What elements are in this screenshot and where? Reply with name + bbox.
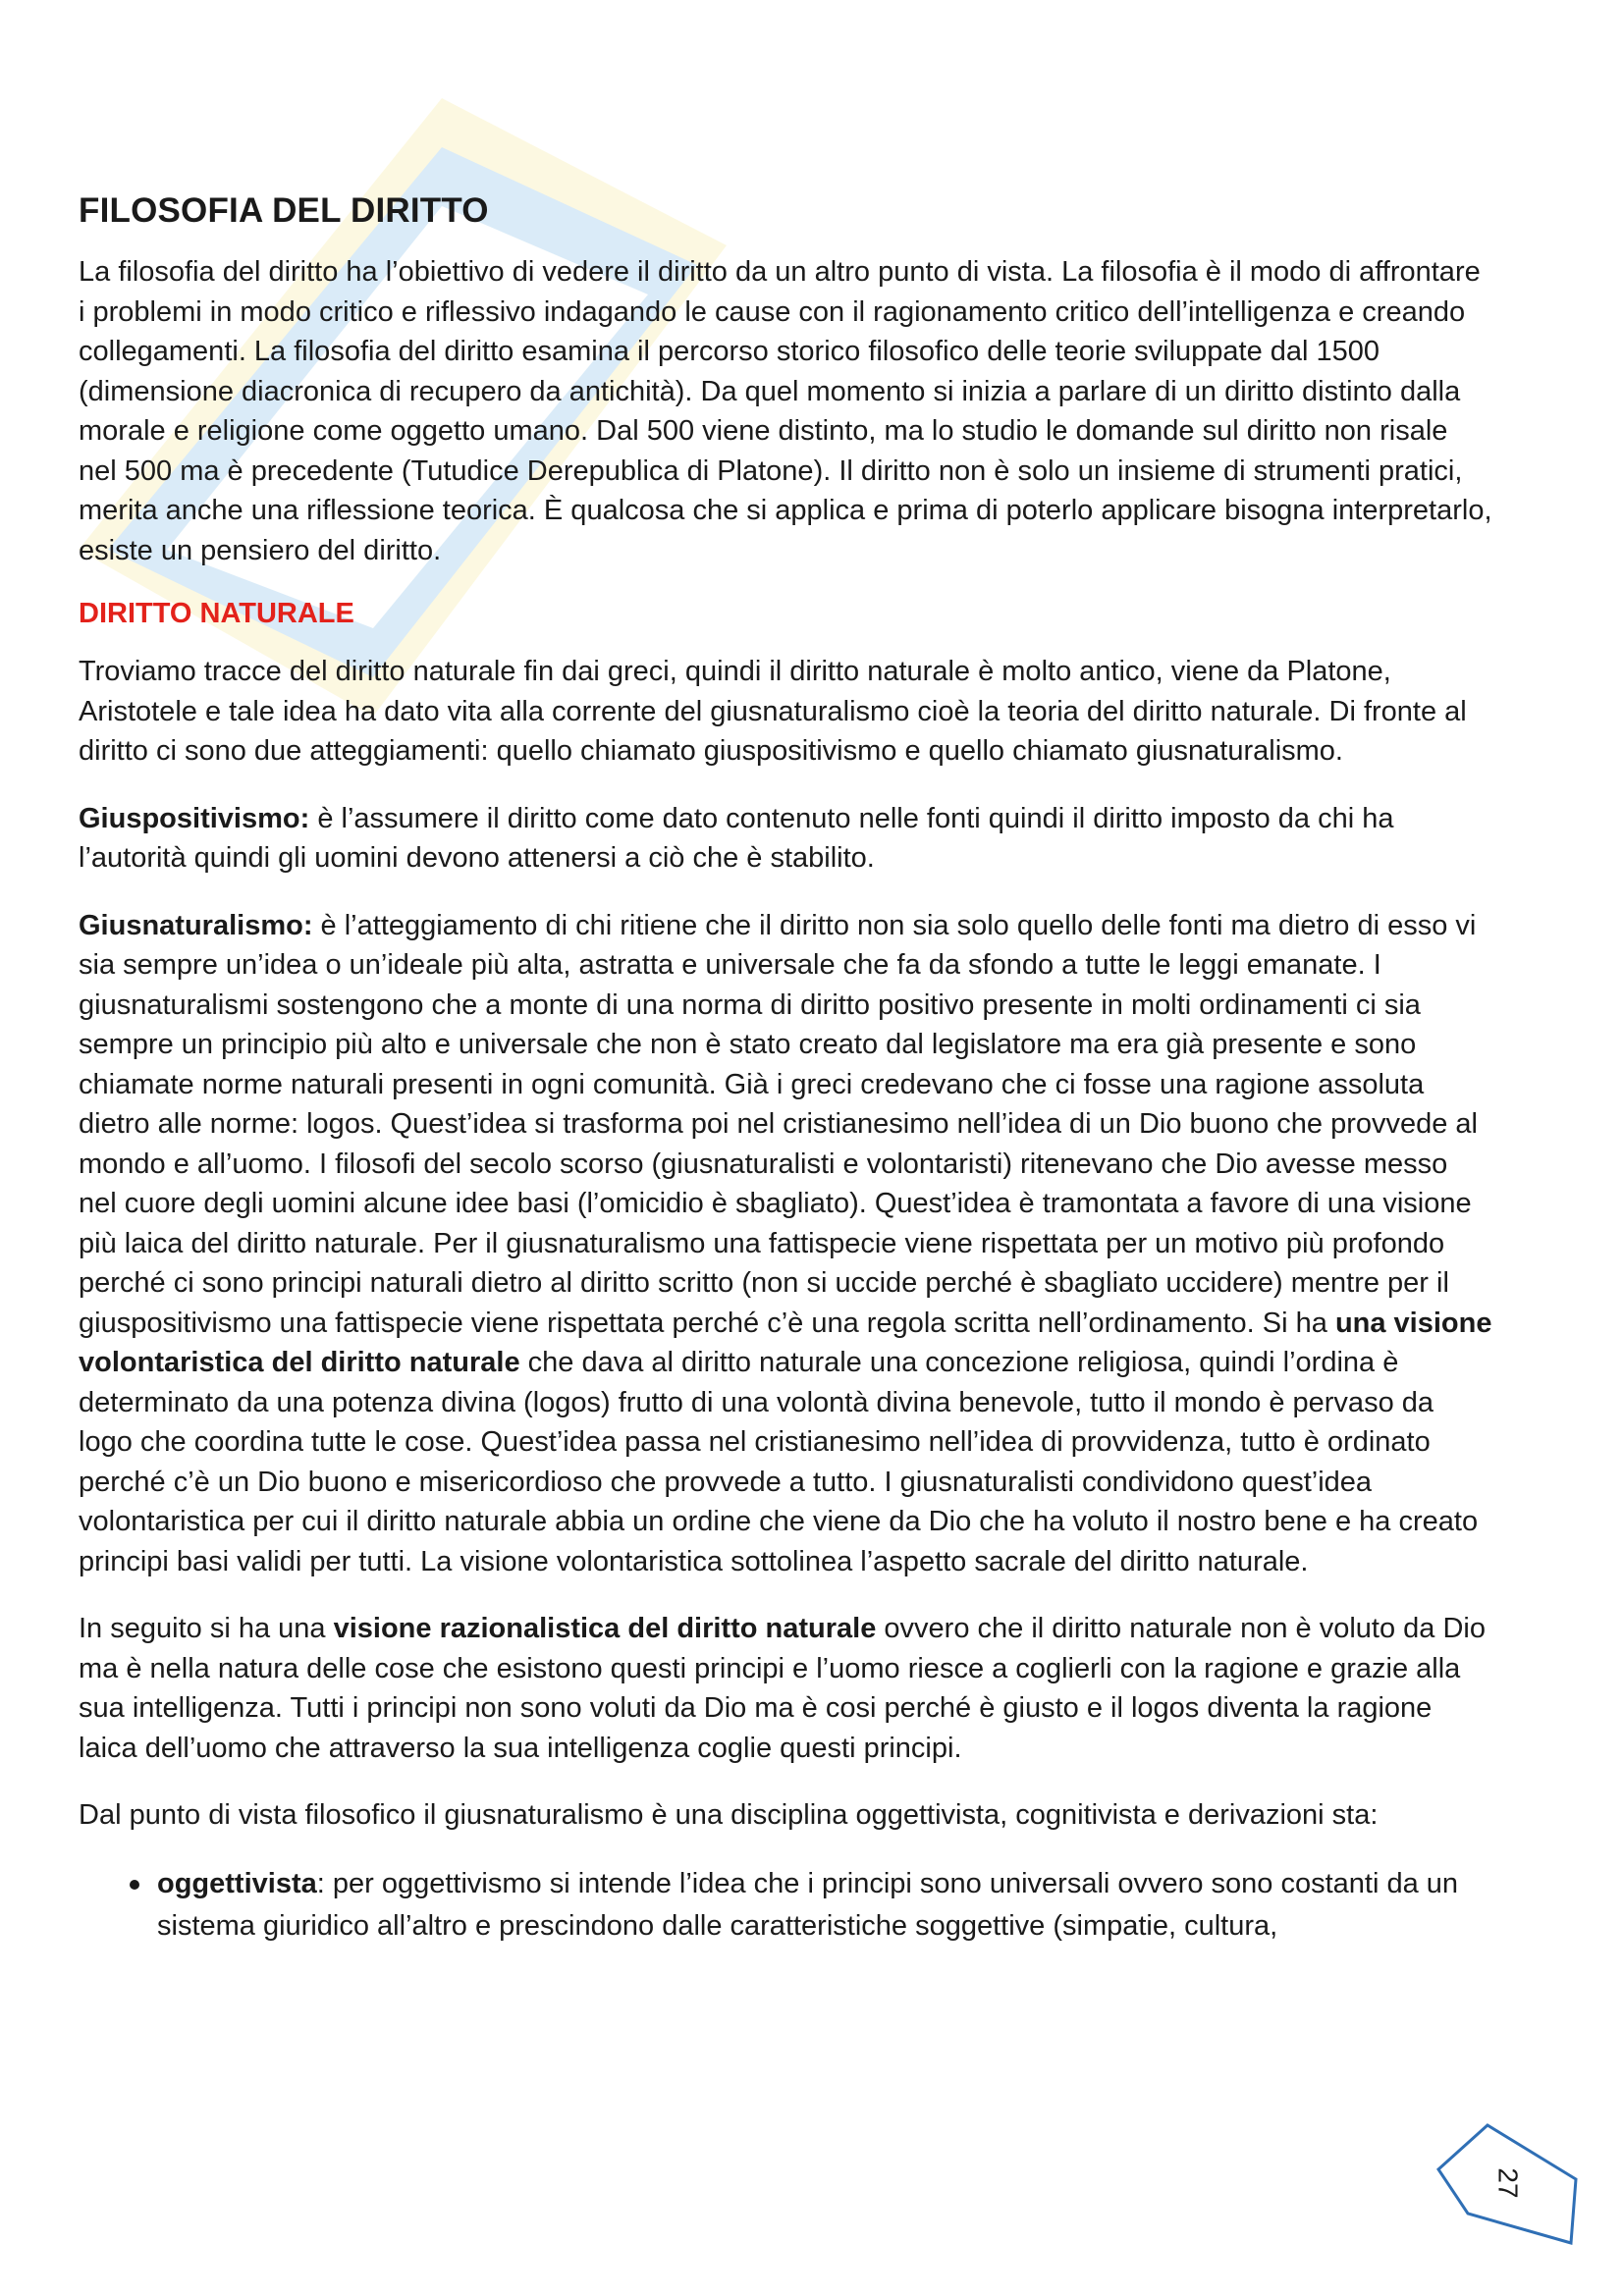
punto-di-vista-paragraph: Dal punto di vista filosofico il giusnaturalismo è una disciplina oggettivista, cognitivista e derivazioni sta: xyxy=(79,1799,1379,1831)
bullet-term: oggettivista xyxy=(157,1867,317,1899)
bullet-icon xyxy=(130,1880,139,1890)
page-number: 27 xyxy=(1492,2167,1524,2199)
section-heading-diritto-naturale: DIRITTO NATURALE xyxy=(79,598,354,629)
document-page xyxy=(79,191,1492,1948)
natural-law-paragraph: Troviamo tracce del diritto naturale fin dai greci, quindi il diritto naturale è molto antico, viene da Platone, Aristotele e tale idea ha dato vita alla corrente del giusnaturalismo cioè la teoria del diritto naturale. Di fronte al diritto ci sono due atteggiamenti: quello chiamato giuspositivismo e quello chiamato giusnaturalismo. xyxy=(79,656,1467,767)
giusnaturalismo-paragraph xyxy=(79,906,1492,1582)
giuspositivismo-paragraph xyxy=(79,799,1492,879)
giusnaturalismo-bold-phrase: una visione volontaristica del diritto naturale xyxy=(79,1307,1492,1378)
giuspositivismo-term: Giuspositivismo: xyxy=(79,802,310,834)
giuspositivismo-text: è l’assumere il diritto come dato contenuto nelle fonti quindi il diritto imposto da chi ha l’autorità quindi gli uomini devono attenersi a ciò che è stabilito. xyxy=(79,802,1394,874)
giusnaturalismo-text-1: è l’atteggiamento di chi ritiene che il diritto non sia solo quello delle fonti ma dietro di esso vi sia sempre un’idea o un’ideale più alta, astratta e universale che fa da sfondo a tutte le leggi emanate. I giusnaturalismi sostengono che a monte di una norma di diritto positivo presente in molti ordinamenti ci sia sempre un principio più alto e universale che non è stato creato dal legislatore ma era già presente e sono chiamate norme naturali presenti in ogni comunità. Già i greci credevano che ci fosse una ragione assoluta dietro alle norme: logos. Quest’idea si trasforma poi nel cristianesimo nell’idea di un Dio buono che provvede al mondo e all’uomo. I filosofi del secolo scorso (giusnaturalisti e volontaristi) ritenevano che Dio avesse messo nel cuore degli uomini alcune idee basi (l’omicidio è sbagliato). Quest’idea è tramontata a favore di una visione più laica del diritto naturale. Per il giusnaturalismo una fattispecie viene rispettata per un motivo più profondo perché ci sono principi naturali dietro al diritto scritto (non si uccide perché è sbagliato uccidere) mentre per il giuspositivismo una fattispecie viene rispettata perché c’è una regola scritta nell’ordinamento. Si ha xyxy=(79,909,1478,1339)
razionalistica-text-2: ovvero che il diritto naturale non è voluto da Dio ma è nella natura delle cose che esistono questi principi e l’uomo riesce a coglierli con la ragione e grazie alla sua intelligenza. Tutti i principi non sono voluti da Dio ma è cosi perché è giusto e il logos diventa la ragione laica dell’uomo che attraverso la sua intelligenza coglie questi principi. xyxy=(79,1613,1486,1764)
page-title: FILOSOFIA DEL DIRITTO xyxy=(79,191,489,230)
list-item xyxy=(79,1863,1492,1948)
razionalistica-bold-phrase: visione razionalistica del diritto naturale xyxy=(333,1613,877,1644)
giusnaturalismo-text-2: che dava al diritto naturale una concezione religiosa, quindi l’ordina è determinato da una potenza divina (logos) frutto di una volontà divina benevole, tutto il mondo è pervaso da logo che coordina tutte le cose. Quest’idea passa nel cristianesimo nell’idea di provvidenza, tutto è ordinato perché c’è un Dio buono e misericordioso che provvede a tutto. I giusnaturalisti condividono quest’idea volontaristica per cui il diritto naturale abbia un ordine che viene da Dio che ha voluto il nostro bene e ha creato principi basi validi per tutti. La visione volontaristica sottolinea l’aspetto sacrale del diritto naturale. xyxy=(79,1347,1479,1577)
intro-paragraph: La filosofia del diritto ha l’obiettivo di vedere il diritto da un altro punto di vista. La filosofia è il modo di affrontare i problemi in modo critico e riflessivo indagando le cause con il ragionamento critico dell’intelligenza e creando collegamenti. La filosofia del diritto esamina il percorso storico filosofico delle teorie sviluppate dal 1500 (dimensione diacronica di recupero da antichità). Da quel momento si inizia a parlare di un diritto distinto dalla morale e religione come oggetto umano. Dal 500 viene distinto, ma lo studio le domande sul diritto non risale nel 500 ma è precedente (Tutudice Derepublica di Platone). Il diritto non è solo un insieme di strumenti pratici, merita anche una riflessione teorica. È qualcosa che si applica e prima di poterlo applicare bisogna interpretarlo, esiste un pensiero del diritto. xyxy=(79,256,1492,566)
razionalistica-paragraph xyxy=(79,1609,1492,1768)
bullet-list xyxy=(79,1863,1492,1948)
bullet-text: : per oggettivismo si intende l’idea che i principi sono universali ovvero sono costanti da un sistema giuridico all’altro e prescindono dalle caratteristiche soggettive (simpatie, cultura, xyxy=(157,1867,1459,1942)
giusnaturalismo-term: Giusnaturalismo: xyxy=(79,909,313,941)
razionalistica-text-1: In seguito si ha una xyxy=(79,1613,334,1644)
